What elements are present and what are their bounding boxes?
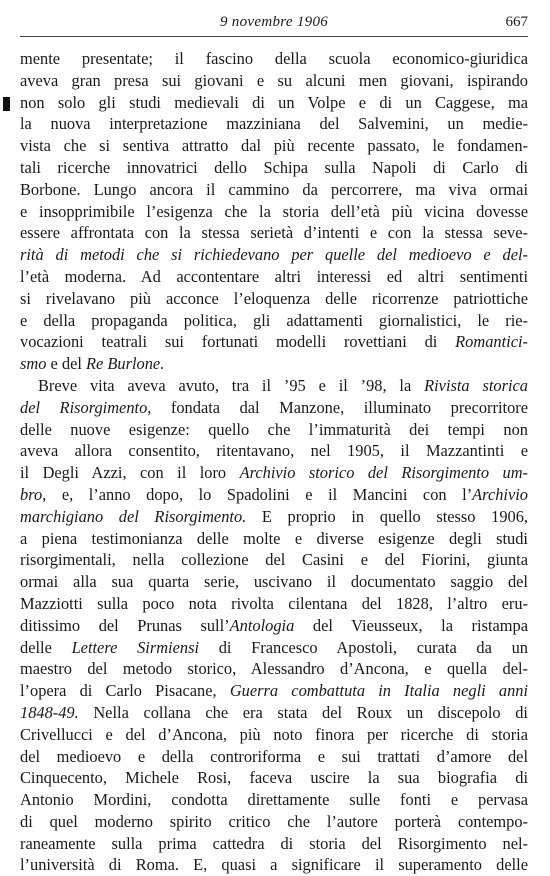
- text-run: l’opera di Carlo Pisacane,: [20, 681, 230, 701]
- text-line: [20, 833, 528, 855]
- text-run: Nella collana che era stata del Roux un discepolo di: [78, 702, 528, 722]
- text-line: [20, 571, 528, 593]
- text-line: [20, 549, 528, 571]
- text-run: delle: [20, 637, 72, 657]
- text-run: a piena testimonianza delle molte e diverse esigenze degli studi: [20, 528, 528, 548]
- text-line: [20, 593, 528, 615]
- text-line: [20, 244, 528, 266]
- text-run: e insopprimibile l’esigenza che la storia dell’età più vicina dovesse: [20, 201, 528, 221]
- text-line: [20, 222, 528, 244]
- page-number: 667: [505, 14, 528, 30]
- text-line: [20, 288, 528, 310]
- italic-text: Archivio: [472, 484, 528, 504]
- text-run: vocazioni teatrali sui fortunati modelli rovettiani di: [20, 332, 456, 352]
- margin-mark: [3, 97, 10, 111]
- text-run: aveva gran presa sui giovani e su alcuni men giovani, ispirando: [20, 70, 528, 90]
- italic-text: Archivio storico del Risorgimento um-: [239, 463, 528, 483]
- italic-text: 1848-49.: [20, 702, 79, 722]
- text-run: aveva allora consentito, ritentavano, nel 1905, il Mazzantinti e: [20, 441, 528, 461]
- text-run: fondata dal Manzone, illuminato precorritore: [151, 397, 528, 417]
- text-run: vista che si sentiva attratto dal più recente passato, le fondamen-: [20, 136, 528, 156]
- text-line: [20, 375, 528, 397]
- text-run: ormai alla sua quarta serie, uscivano il documentato saggio del: [20, 572, 528, 592]
- text-run: raneamente sulla prima cattedra di storia del Risorgimento nel-: [20, 833, 528, 853]
- text-line: [20, 789, 528, 811]
- text-line: [20, 92, 528, 114]
- text-line: [20, 680, 528, 702]
- text-run: delle nuove esigenze: quello che l’immaturità dei tempi non: [20, 419, 528, 439]
- text-run: non solo gli studi medievali di un Volpe e di un Caggese, ma: [20, 92, 528, 112]
- italic-text: Guerra combattuta in Italia negli anni: [229, 681, 529, 701]
- text-line: [20, 70, 528, 92]
- text-line: [20, 201, 528, 223]
- text-run: si rivelavano più acconce l’eloquenza delle ricorrenze patriottiche: [20, 288, 528, 308]
- text-line: [20, 135, 528, 157]
- text-line: [20, 462, 528, 484]
- text-run: e, l’anno dopo, lo Spadolini e il Mancini con l’: [46, 484, 473, 504]
- text-line: [20, 48, 528, 70]
- text-run: Borbone. Lungo ancora il cammino da percorrere, ma viva ormai: [20, 179, 528, 199]
- text-line: [20, 419, 528, 441]
- text-run: l’età moderna. Ad accontentare altri interessi ed altri sentimenti: [20, 266, 528, 286]
- text-run: Breve vita aveva avuto, tra il ’95 e il ’98, la: [38, 375, 425, 395]
- text-run: e del: [46, 354, 87, 374]
- body-text: [20, 48, 528, 876]
- text-run: Mazziotti sulla poco nota rivolta cilentana del 1828, l’altro eru-: [20, 593, 528, 613]
- text-run: ditissimo del Prunas sull’: [20, 615, 230, 635]
- text-line: [20, 528, 528, 550]
- italic-text: del Risorgimento,: [20, 397, 152, 417]
- text-line: [20, 767, 528, 789]
- running-header: [20, 14, 528, 37]
- text-line: [20, 811, 528, 833]
- text-run: Crivellucci e del d’Ancona, più noto finora per ricerche di storia: [20, 724, 528, 744]
- text-line: [20, 484, 528, 506]
- text-run: di Francesco Apostoli, curata da un: [199, 637, 528, 657]
- text-line: [20, 658, 528, 680]
- italic-text: Re Burlone.: [86, 354, 165, 374]
- italic-text: bro,: [20, 484, 47, 504]
- text-line: [20, 746, 528, 768]
- text-run: di quel moderno spirito critico che l’autore porterà contempo-: [20, 811, 528, 831]
- text-run: mente presentate; il fascino della scuola economico-giuridica: [20, 49, 528, 68]
- text-run: maestro del metodo storico, Alessandro d’Ancona, e quella del-: [20, 659, 528, 679]
- text-line: [20, 615, 528, 637]
- text-run: essere affrontata con la stessa serietà d’intenti e con la stessa seve-: [20, 223, 528, 243]
- text-line: [20, 310, 528, 332]
- text-line: [20, 506, 528, 528]
- text-run: la nuova interpretazione mazziniana del Salvemini, un medie-: [20, 114, 528, 134]
- text-run: risorgimentali, nella collezione del Casini e del Fiorini, giunta: [20, 550, 528, 570]
- text-line: [20, 353, 528, 375]
- text-run: e della propaganda politica, gli adattamenti giornalistici, le rie-: [20, 310, 528, 330]
- text-line: [20, 702, 528, 724]
- text-line: [20, 157, 528, 179]
- italic-text: Rivista storica: [424, 375, 529, 395]
- text-run: tali ricerche innovatrici dello Schipa sulla Napoli di Carlo di: [20, 157, 528, 177]
- text-line: [20, 397, 528, 419]
- text-run: del medioevo e della controriforma e sui trattati d’amore del: [20, 746, 528, 766]
- italic-text: Antologia: [229, 615, 295, 635]
- text-line: [20, 637, 528, 659]
- text-run: E proprio in quello stesso 1906,: [246, 506, 528, 526]
- text-line: [20, 854, 528, 876]
- italic-text: rità di metodi che si richiedevano per quelle del medioevo e del-: [20, 245, 528, 265]
- text-run: l’università di Roma. E, quasi a significare il superamento delle: [20, 855, 528, 875]
- text-line: [20, 179, 528, 201]
- italic-text: Lettere Sirmiensi: [71, 637, 200, 657]
- text-run: del Vieusseux, la ristampa: [294, 615, 528, 635]
- running-head: 9 novembre 1906: [219, 14, 329, 30]
- text-line: [20, 724, 528, 746]
- text-line: [20, 331, 528, 353]
- italic-text: marchigiano del Risorgimento.: [20, 506, 247, 526]
- text-line: [20, 266, 528, 288]
- text-line: [20, 440, 528, 462]
- text-run: Cinquecento, Michele Rosi, faceva uscire la sua biografia di: [20, 768, 528, 788]
- text-run: il Degli Azzi, con il loro: [20, 463, 240, 483]
- text-line: [20, 113, 528, 135]
- text-run: Antonio Mordini, condotta direttamente sulle fonti e pervasa: [20, 790, 528, 810]
- italic-text: Romantici-: [455, 332, 528, 352]
- italic-text: smo: [20, 354, 47, 374]
